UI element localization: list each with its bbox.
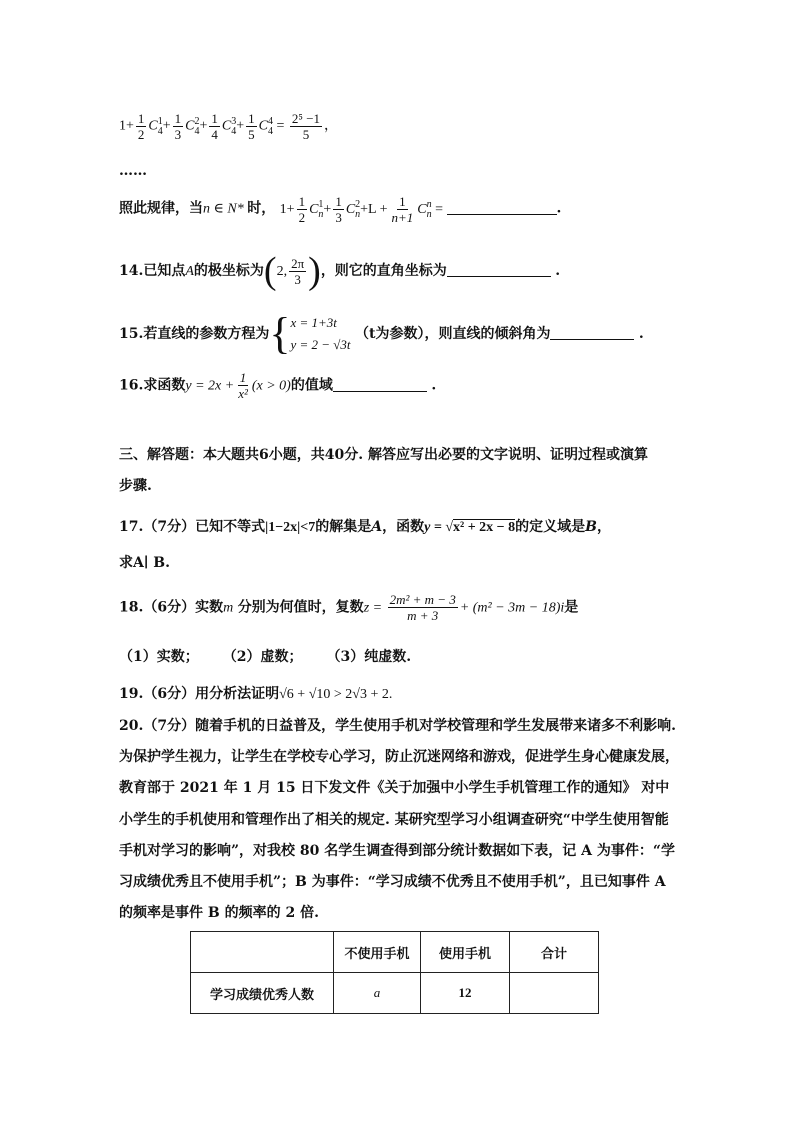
frac-num: 1 bbox=[335, 194, 342, 209]
q17-inequality: |1−2x|<7 bbox=[265, 520, 316, 535]
section-3-line-1: 三、解答题：本大题共6小题，共40分. 解答应写出必要的文字说明、证明过程或演算 bbox=[119, 447, 648, 463]
end-punct: . bbox=[555, 263, 561, 279]
q17-text: ， bbox=[597, 519, 611, 535]
comb-sup: 2 bbox=[194, 115, 200, 127]
frac-num: 1 bbox=[298, 194, 306, 209]
comb-symbol: C bbox=[148, 118, 158, 134]
pattern-cond: n ∈ N* bbox=[203, 201, 248, 217]
comb-sup: 4 bbox=[268, 115, 273, 127]
comb-symbol: C bbox=[345, 201, 356, 217]
table-cell bbox=[510, 973, 599, 1014]
table-header-cell: 不使用手机 bbox=[334, 932, 421, 973]
frac-num: 1 bbox=[211, 111, 218, 126]
frac-num: 1 bbox=[248, 111, 255, 126]
comb-sub: 4 bbox=[231, 125, 237, 137]
question-17 bbox=[119, 516, 611, 536]
expr-dots: +L + bbox=[360, 201, 388, 217]
open-paren: ( bbox=[263, 250, 277, 292]
comb-sup: 2 bbox=[355, 198, 361, 210]
q20-line: 教育部于 2021 年 1 月 15 日下发文件《关于加强中小学生手机管理工作的通知》 对中 bbox=[119, 780, 670, 797]
answer-blank[interactable] bbox=[550, 327, 634, 340]
question-18 bbox=[119, 592, 578, 623]
q20-line: 手机对学习的影响”，对我校 80 名学生调查得到部分统计数据如下表，记 A 为事件：“学 bbox=[119, 842, 675, 859]
q18-var: m bbox=[223, 600, 234, 616]
section-3-line-2: 步骤. bbox=[119, 478, 152, 495]
q16-after: 的值域 bbox=[290, 377, 333, 394]
question-15 bbox=[119, 309, 644, 358]
frac-num: 1 bbox=[174, 111, 182, 126]
q16-func: y = 2x + bbox=[185, 378, 235, 394]
q17-text: 17.（7分）已知不等式 bbox=[119, 519, 266, 535]
fraction bbox=[173, 111, 184, 142]
option-imaginary: （2）虚数； bbox=[222, 649, 303, 665]
comb-symbol: C bbox=[258, 118, 268, 134]
frac-den: x² bbox=[238, 386, 248, 401]
equation-1: x = 1+3t bbox=[290, 315, 337, 330]
q17-text: 的解集是 bbox=[315, 519, 372, 535]
comb-sup: 1 bbox=[157, 115, 163, 127]
question-16 bbox=[119, 370, 436, 401]
question-17-line-2: 求A∣ B. bbox=[119, 555, 170, 571]
equals-sign: = bbox=[431, 201, 447, 217]
question-19 bbox=[119, 683, 392, 703]
frac-den: 3 bbox=[335, 210, 342, 225]
end-punct: . bbox=[431, 377, 437, 394]
comb-sup: 3 bbox=[231, 115, 237, 127]
frac-den: m + 3 bbox=[407, 608, 439, 623]
frac-den: n+1 bbox=[391, 210, 414, 225]
frac-num: 2m² + m − 3 bbox=[389, 592, 456, 607]
fraction bbox=[236, 370, 250, 401]
frac-num: 1 bbox=[137, 111, 145, 126]
table-row bbox=[191, 973, 599, 1014]
q15-label: 15.若直线的参数方程为 bbox=[119, 326, 270, 342]
comb-sub: 4 bbox=[194, 125, 200, 137]
q14-coord-r: 2, bbox=[276, 264, 288, 279]
table-cell: 学习成绩优秀人数 bbox=[191, 973, 334, 1014]
answer-blank[interactable] bbox=[333, 379, 427, 392]
q20-line: 20.（7分）随着手机的日益普及，学生使用手机对学校管理和学生发展带来诸多不利影响. bbox=[119, 718, 676, 734]
fraction bbox=[246, 111, 257, 142]
frac-den: 2 bbox=[298, 210, 306, 225]
comb-symbol: C bbox=[185, 118, 195, 134]
pattern-mid: 时， bbox=[247, 200, 276, 217]
frac-num: 1 bbox=[239, 370, 247, 385]
q14-label: 14.已知点 bbox=[119, 263, 186, 279]
q20-line: 小学生的手机使用和管理作出了相关的规定. 某研究型学习小组调查研究“中学生使用智能 bbox=[119, 811, 669, 828]
end-punct: . bbox=[638, 326, 644, 342]
frac-den: 3 bbox=[294, 271, 301, 287]
option-real: （1）实数； bbox=[119, 649, 199, 665]
q18-end: 是 bbox=[564, 599, 579, 616]
pattern-expr: 1+ $\frac{1}{2}$ C 1 n + $\frac{1}{3}$ C 2 n +L + $\frac{1}{n+1}$ C n n = bbox=[279, 194, 447, 225]
q20-line: 为保护学生视力，让学生在学校专心学习，防止沉迷网络和游戏，促进学生身心健康发展， bbox=[119, 749, 679, 766]
fraction bbox=[389, 194, 415, 225]
q17-set-b: B bbox=[585, 519, 597, 535]
q19-expr: √6 + √10 > 2√3 + 2. bbox=[279, 687, 393, 702]
ellipsis: …… bbox=[119, 163, 147, 179]
comb-sup: n bbox=[426, 198, 432, 210]
q18-imag: + (m² − 3m − 18)i bbox=[459, 600, 565, 616]
question-20 bbox=[119, 711, 679, 929]
q16-cond: (x > 0) bbox=[251, 378, 291, 394]
table-cell: a bbox=[334, 973, 421, 1014]
q17-set-a: A bbox=[371, 519, 383, 535]
q14-mid: 的极坐标为 bbox=[193, 263, 264, 279]
q14-point: A bbox=[185, 264, 194, 279]
q18-label: 18.（6分）实数 bbox=[119, 599, 224, 616]
fraction bbox=[297, 194, 308, 225]
q19-label: 19.（6分）用分析法证明 bbox=[119, 686, 280, 702]
frac-den: 2 bbox=[137, 127, 145, 142]
q18-z: z = bbox=[363, 600, 386, 616]
tail-punct: ， bbox=[324, 118, 339, 134]
frac-num: 2π bbox=[291, 255, 305, 271]
answer-blank[interactable] bbox=[447, 202, 557, 215]
frac-num: 2⁵ −1 bbox=[291, 111, 321, 126]
comb-indices bbox=[195, 117, 200, 137]
comb-sup: 1 bbox=[318, 198, 324, 210]
fraction bbox=[289, 256, 306, 287]
q20-line: 习成绩优秀且不使用手机”；B 为事件：“学习成绩不优秀且不使用手机”，且已知事件 A bbox=[119, 873, 666, 890]
expr-prefix: 1+ bbox=[119, 118, 134, 134]
fraction bbox=[290, 111, 322, 142]
pattern-line bbox=[119, 194, 561, 225]
comb-symbol: C bbox=[309, 201, 319, 217]
q18-mid: 分别为何值时，复数 bbox=[237, 599, 364, 616]
fraction bbox=[388, 592, 458, 623]
option-pure-imaginary: （3）纯虚数. bbox=[326, 649, 412, 665]
expr-prefix: 1+ bbox=[279, 201, 295, 217]
q16-label: 16.求函数 bbox=[119, 377, 186, 394]
comb-indices bbox=[318, 200, 323, 220]
answer-blank[interactable] bbox=[447, 264, 551, 277]
comb-indices bbox=[158, 117, 163, 137]
section-3-heading bbox=[119, 440, 679, 502]
comb-sub: n bbox=[426, 208, 432, 220]
frac-num: 1 bbox=[399, 194, 406, 209]
equation-system bbox=[290, 312, 350, 356]
frac-den: 5 bbox=[248, 127, 255, 142]
q20-line: 的频率是事件 B 的频率的 2 倍. bbox=[119, 905, 319, 922]
comb-indices bbox=[268, 117, 273, 137]
q15-param: （t为参数），则直线的倾斜角为 bbox=[355, 326, 551, 342]
frac-den: 5 bbox=[302, 127, 310, 142]
fraction bbox=[333, 194, 344, 225]
binomial-sum-line: 1+ $\frac{1}{2}$ C 1 4 + $\frac{1}{3}$ C 2 4 + $\frac{1}{4}$ C 3 4 + $\frac{1}{5}$ C 4 4 = $\frac{\text{2⁵ −1}}{5}$ ， bbox=[119, 111, 339, 142]
table-header-cell: 合计 bbox=[510, 932, 599, 973]
comb-sub: 4 bbox=[268, 125, 273, 137]
q14-after: ，则它的直角坐标为 bbox=[320, 263, 447, 279]
q17-sqrt-body: x² + 2x − 8 bbox=[453, 520, 516, 535]
q17-func: y = bbox=[424, 520, 446, 535]
table-cell: 12 bbox=[421, 973, 510, 1014]
table-header-cell: 使用手机 bbox=[421, 932, 510, 973]
q17-text: 的定义域是 bbox=[515, 519, 586, 535]
pattern-lead: 照此规律，当 bbox=[119, 200, 203, 217]
question-18-options bbox=[119, 646, 411, 666]
left-brace: { bbox=[269, 309, 291, 358]
comb-sub: n bbox=[318, 208, 324, 220]
frac-den: 4 bbox=[211, 127, 218, 142]
equation-2: y = 2 − √3t bbox=[290, 337, 351, 352]
comb-sub: n bbox=[355, 208, 361, 220]
end-punct: . bbox=[556, 200, 562, 217]
table-header-cell bbox=[191, 932, 334, 973]
close-paren: ) bbox=[308, 250, 321, 292]
comb-indices bbox=[231, 117, 236, 137]
table-header-row bbox=[191, 932, 599, 973]
frac-den: 3 bbox=[174, 127, 182, 142]
comb-sub: 4 bbox=[157, 125, 163, 137]
fraction bbox=[209, 111, 220, 142]
statistics-table bbox=[190, 931, 599, 1014]
sqrt-sign: √ bbox=[445, 520, 453, 535]
comb-symbol: C bbox=[221, 118, 232, 134]
q17-text: ，函数 bbox=[382, 519, 425, 535]
question-14 bbox=[119, 252, 560, 290]
comb-symbol: C bbox=[417, 201, 427, 217]
fraction bbox=[136, 111, 147, 142]
